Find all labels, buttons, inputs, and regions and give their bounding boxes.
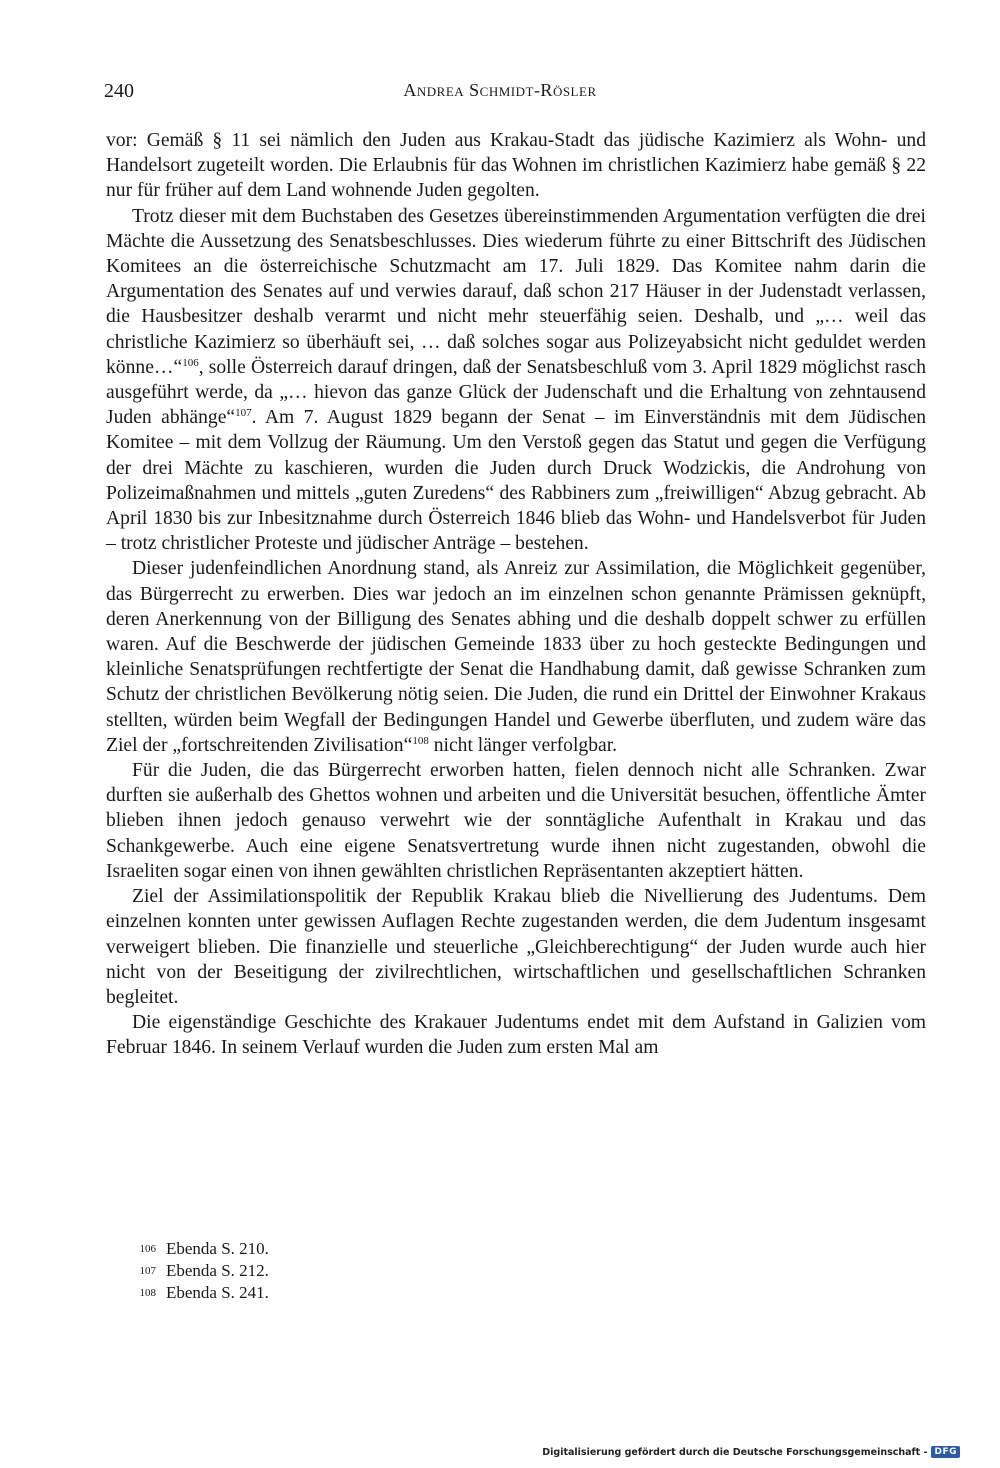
footnote: [134, 1238, 269, 1260]
text-run: Dieser judenfeindlichen Anordnung stand, als Anreiz zur Assimilation, die Möglichkeit gegenüber, das Bürgerrecht zu erwerben. Dies war jedoch an im einzelnen schon genannte Prämissen geknüpft, deren Anerkennung von der Billigung des Senates abhing und die deshalb doppelt schwer zu erfüllen waren. Auf die Beschwerde der jüdischen Gemeinde 1833 über zu hoch gesteckte Bedingungen und kleinliche Senatsprüfungen rechtfertigte der Senat die Handhabung damit, daß gewisse Schranken zum Schutz der christlichen Bevölkerung nötig seien. Die Juden, die rund ein Drittel der Einwohner Krakaus stellten, würden beim Wegfall der Bedingungen Handel und Gewerbe überfluten, und zudem wäre das Ziel der „fortschreitenden Zivilisation“: [106, 558, 926, 756]
footnote: [134, 1260, 269, 1282]
digitization-credit: [542, 1446, 960, 1458]
paragraph: [106, 884, 926, 1010]
text-run: Für die Juden, die das Bürgerrecht erworben hatten, fielen dennoch nicht alle Schranken. Zwar durften sie außerhalb des Ghettos wohnen und arbeiten und die Universität besuchen, öffentliche Ämter blieben ihnen jedoch genauso verwehrt wie der sonntägliche Aufenthalt in Krakau und das Schankgewerbe. Auch eine eigene Senatsvertretung wurde ihnen nicht zugestanden, obwohl die Israeliten sogar einen von ihnen gewählten christlichen Repräsentanten akzeptiert hätten.: [106, 760, 926, 882]
page-number: 240: [104, 80, 134, 102]
text-run: , solle Österreich darauf dringen, daß der Senatsbeschluß vom 3. April 1829 möglichst rasch ausgeführt werde, da „… hievon das ganze Glück der Judenschaft und die Erhaltung von zehntausend Juden abhänge“: [106, 356, 926, 429]
footnote-number: 107: [139, 1265, 156, 1277]
footnote-number: 108: [139, 1287, 156, 1299]
footnote-text: Ebenda S. 212.: [166, 1261, 269, 1280]
text-run: vor: Gemäß § 11 sei nämlich den Juden aus Krakau-Stadt das jüdische Kazimierz als Wohn- und Handelsort zugeteilt worden. Die Erlaubnis für das Wohnen im christlichen Kazimierz habe gemäß § 22 nur für früher auf dem Land wohnende Juden gegolten.: [106, 130, 926, 202]
body-text: [106, 128, 926, 1061]
text-run: Die eigenständige Geschichte des Krakauer Judentums endet mit dem Aufstand in Galizien vom Februar 1846. In seinem Verlauf wurden die Juden zum ersten Mal am: [106, 1012, 926, 1059]
dfg-logo: DFG: [931, 1446, 960, 1458]
paragraph: [106, 758, 926, 884]
footnote-ref: 107: [235, 407, 252, 420]
text-run: Trotz dieser mit dem Buchstaben des Gesetzes übereinstimmenden Argumentation verfügten die drei Mächte die Aussetzung des Senatsbeschlusses. Dies wiederum führte zu einer Bittschrift des Jüdischen Komitees an die österreichische Schutzmacht am 17. Juli 1829. Das Komitee nahm darin die Argumentation des Senates auf und verwies darauf, daß schon 217 Häuser in der Judenstadt verlassen, die Hausbesitzer deshalb verarmt und nicht mehr steuerfähig seien. Deshalb, und „… weil das christliche Kazimierz so überhäuft sei, … daß solches sogar aus Polizeyabsicht nicht geduldet werden könne…“: [106, 205, 926, 378]
text-run: Ziel der Assimilationspolitik der Republik Krakau blieb die Nivellierung des Judentums. Dem einzelnen konnten unter gewissen Auflagen Rechte zugestanden werden, die dem Judentum insgesamt verweigert blieben. Die finanzielle und steuerliche „Gleichberechtigung“ der Juden wurde auch hier nicht von der Beseitigung der zivilrechtlichen, wirtschaftlichen und gesellschaftlichen Schranken begleitet.: [106, 886, 926, 1008]
credit-text: Digitalisierung gefördert durch die Deutsche Forschungsgemeinschaft -: [542, 1446, 928, 1458]
paragraph: [106, 128, 926, 204]
text-run: nicht länger verfolgbar.: [428, 734, 618, 756]
footnote-text: Ebenda S. 241.: [166, 1283, 269, 1302]
footnote-number: 106: [139, 1243, 156, 1255]
paragraph: [106, 1010, 926, 1060]
footnote-text: Ebenda S. 210.: [166, 1239, 269, 1258]
footnote-ref: 106: [182, 356, 199, 369]
paragraph: [106, 204, 926, 557]
paragraph: [106, 556, 926, 758]
footnote: [134, 1282, 269, 1304]
running-head: Andrea Schmidt-Rösler: [403, 80, 597, 100]
footnote-ref: 108: [412, 734, 429, 747]
text-run: . Am 7. August 1829 begann der Senat – im Einverständnis mit dem Jüdischen Komitee – mit dem Vollzug der Räumung. Um den Verstoß gegen das Statut und gegen die Verfügung der drei Mächte zu kaschieren, wurden die Juden durch Druck Wodzickis, die Androhung von Polizeimaßnahmen und mittels „guten Zuredens“ des Rabbiners zum „freiwilligen“ Abzug gebracht. Ab April 1830 bis zur Inbesitznahme durch Österreich 1846 blieb das Wohn- und Handelsverbot für Juden – trotz christlicher Proteste und jüdischer Anträge – bestehen.: [106, 407, 927, 555]
footnotes: [134, 1238, 269, 1304]
